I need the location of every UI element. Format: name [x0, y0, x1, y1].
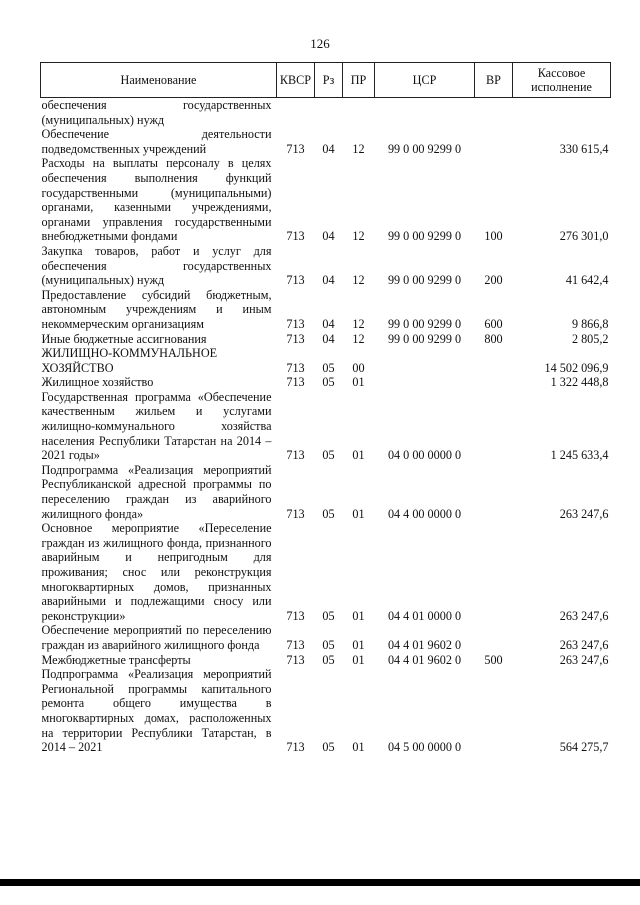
cell-sum: 564 275,7: [559, 740, 609, 755]
table-row: [41, 244, 611, 288]
cell-csr: [375, 346, 475, 375]
cell-kvsr: 713: [286, 316, 305, 331]
cell-vr: [475, 127, 513, 156]
cell-sum: [513, 98, 611, 128]
cell-pr: 12: [352, 229, 365, 244]
cell-sum: 263 247,6: [559, 637, 609, 652]
cell-name: Иные бюджетные ассигнования: [41, 331, 207, 346]
table-body: [41, 98, 611, 755]
cell-kvsr: 713: [286, 273, 305, 288]
header-rz: Рз: [315, 63, 343, 98]
cell-vr: 100: [484, 229, 503, 244]
cell-kvsr: 713: [286, 740, 305, 755]
cell-vr: [475, 375, 513, 390]
cell-vr: [475, 98, 513, 128]
cell-kvsr: 713: [286, 229, 305, 244]
cell-vr: 200: [484, 273, 503, 288]
cell-name: Закупка товаров, работ и услуг для обеспечения государственных (муниципальных) нужд: [41, 243, 272, 288]
cell-name: Жилищное хозяйство: [41, 375, 154, 390]
table-row: [41, 375, 611, 390]
cell-vr: 600: [484, 316, 503, 331]
cell-vr: [475, 667, 513, 755]
cell-csr: 99 0 00 9299 0: [387, 316, 462, 331]
cell-name: Государственная программа «Обеспечение качественным жильем и услугами жилищно-коммунального хозяйства населения Республики Татарстан на 2014 – 2021 годы»: [41, 389, 272, 463]
cell-name: Обеспечение мероприятий по переселению граждан из аварийного жилищного фонда: [41, 623, 272, 652]
header-pr: ПР: [343, 63, 375, 98]
cell-csr: [375, 98, 475, 128]
cell-kvsr: 713: [286, 141, 305, 156]
table-row: [41, 653, 611, 668]
cell-csr: 04 4 01 0000 0: [387, 608, 462, 623]
cell-name: Обеспечение деятельности подведомственных учреждений: [41, 127, 272, 156]
cell-rz: 04: [322, 141, 335, 156]
header-name: Наименование: [41, 63, 277, 98]
table-row: [41, 390, 611, 463]
cell-vr: [475, 623, 513, 652]
cell-vr: 500: [484, 652, 503, 667]
budget-table: [40, 62, 611, 755]
cell-rz: 05: [322, 637, 335, 652]
cell-kvsr: [277, 98, 315, 128]
cell-csr: 04 0 00 0000 0: [387, 448, 462, 463]
table-row: [41, 98, 611, 128]
cell-rz: 05: [322, 652, 335, 667]
header-csr: ЦСР: [375, 63, 475, 98]
cell-csr: 99 0 00 9299 0: [387, 331, 462, 346]
cell-csr: 04 4 01 9602 0: [387, 637, 462, 652]
table-row: [41, 288, 611, 332]
cell-name: Предоставление субсидий бюджетным, автономным учреждениям и иным некоммерческим организациям: [41, 287, 272, 331]
cell-vr: 800: [484, 331, 503, 346]
cell-vr: [475, 390, 513, 463]
cell-vr: [475, 463, 513, 521]
cell-name: Подпрограмма «Реализация мероприятий Региональной программы капитального ремонта общего имущества в многоквартирных домах, расположенных на территории Республики Татарстан, в 2014 – 2021: [41, 667, 272, 755]
cell-kvsr: 713: [286, 360, 305, 375]
table-row: [41, 667, 611, 755]
cell-csr: 04 4 00 0000 0: [387, 506, 462, 521]
cell-vr: [475, 521, 513, 623]
cell-name: ЖИЛИЩНО-КОММУНАЛЬНОЕ ХОЗЯЙСТВО: [41, 346, 218, 375]
cell-name: Подпрограмма «Реализация мероприятий Республиканской адресной программы по переселению граждан из аварийного жилищного фонда»: [41, 462, 272, 521]
cell-sum: 2 805,2: [571, 331, 609, 346]
cell-pr: 01: [352, 652, 365, 667]
cell-rz: 05: [322, 360, 335, 375]
cell-kvsr: 713: [286, 448, 305, 463]
cell-pr: 12: [352, 273, 365, 288]
cell-sum: 1 245 633,4: [550, 448, 609, 463]
cell-sum: 276 301,0: [559, 229, 609, 244]
cell-pr: 01: [352, 506, 365, 521]
cell-pr: 01: [352, 375, 365, 390]
cell-sum: 14 502 096,9: [544, 360, 609, 375]
cell-pr: 12: [352, 331, 365, 346]
cell-rz: 05: [322, 506, 335, 521]
cell-rz: 05: [322, 740, 335, 755]
header-sum: Кассовое исполнение: [513, 63, 611, 98]
cell-pr: 00: [352, 360, 365, 375]
cell-pr: 01: [352, 740, 365, 755]
cell-csr: 99 0 00 9299 0: [387, 141, 462, 156]
cell-name: Расходы на выплаты персоналу в целях обеспечения выполнения функций государственными (муниципальными) органами, казенными учреждениями, органами управления государственными внебюджетными фондами: [41, 156, 272, 244]
table-row: [41, 463, 611, 521]
cell-sum: 330 615,4: [559, 141, 609, 156]
cell-csr: 04 4 01 9602 0: [387, 652, 462, 667]
page-number: 126: [310, 36, 330, 51]
cell-kvsr: 713: [286, 608, 305, 623]
cell-pr: 01: [352, 637, 365, 652]
cell-pr: 12: [352, 316, 365, 331]
table-row: [41, 346, 611, 375]
cell-pr: 12: [352, 141, 365, 156]
table-row: [41, 332, 611, 347]
cell-name: обеспечения государственных (муниципальных) нужд: [41, 98, 272, 127]
table-row: [41, 521, 611, 623]
cell-sum: 9 866,8: [571, 316, 609, 331]
cell-vr: [475, 346, 513, 375]
table-header: [41, 63, 611, 98]
cell-rz: 05: [322, 448, 335, 463]
cell-csr: 04 5 00 0000 0: [387, 740, 462, 755]
table-row: [41, 156, 611, 244]
cell-rz: 04: [322, 229, 335, 244]
cell-rz: 05: [322, 375, 335, 390]
cell-pr: 01: [352, 448, 365, 463]
cell-rz: [315, 98, 343, 128]
cell-sum: 263 247,6: [559, 506, 609, 521]
cell-rz: 04: [322, 316, 335, 331]
cell-rz: 04: [322, 331, 335, 346]
cell-kvsr: 713: [286, 652, 305, 667]
cell-csr: 99 0 00 9299 0: [387, 273, 462, 288]
cell-name: Межбюджетные трансферты: [41, 652, 191, 667]
cell-kvsr: 713: [286, 375, 305, 390]
cell-kvsr: 713: [286, 506, 305, 521]
cell-csr: [375, 375, 475, 390]
header-kvsr: КВСР: [277, 63, 315, 98]
table-row: [41, 127, 611, 156]
scan-edge-bar: [0, 879, 640, 886]
cell-sum: 41 642,4: [565, 273, 609, 288]
cell-csr: 99 0 00 9299 0: [387, 229, 462, 244]
cell-pr: 01: [352, 608, 365, 623]
cell-kvsr: 713: [286, 637, 305, 652]
table-row: [41, 623, 611, 652]
cell-pr: [343, 98, 375, 128]
cell-name: Основное мероприятие «Переселение граждан из жилищного фонда, признанного аварийным и непригодным для проживания; снос или реконструкция многоквартирных домов, признанных аварийными и подлежащими сносу или реконструкции»: [41, 521, 272, 623]
cell-rz: 05: [322, 608, 335, 623]
cell-kvsr: 713: [286, 331, 305, 346]
cell-rz: 04: [322, 273, 335, 288]
cell-sum: 1 322 448,8: [550, 375, 609, 390]
header-vr: ВР: [475, 63, 513, 98]
cell-sum: 263 247,6: [559, 652, 609, 667]
cell-sum: 263 247,6: [559, 608, 609, 623]
